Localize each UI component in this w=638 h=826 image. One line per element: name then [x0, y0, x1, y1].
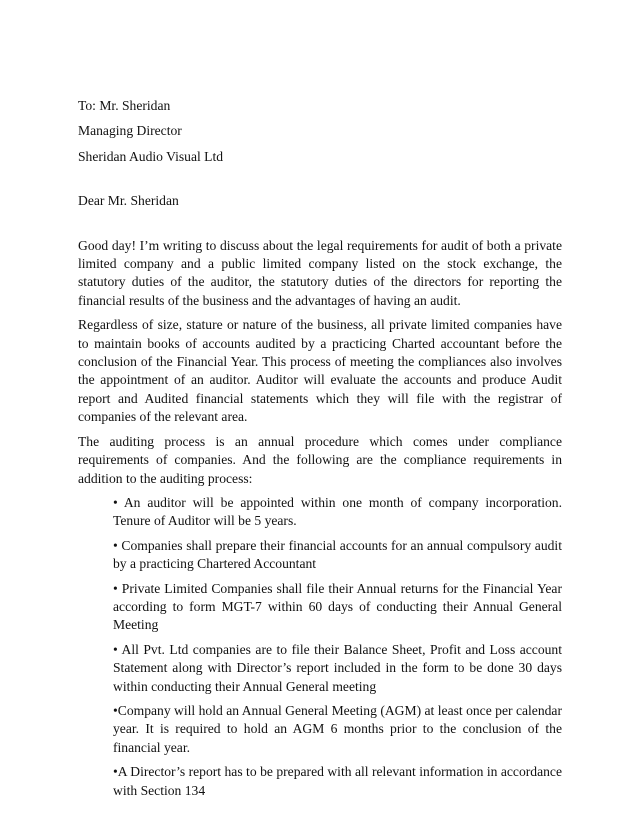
compliance-item: • Private Limited Companies shall file their Annual returns for the Financial Year according to form MGT-7 within 60 days of conducting their Annual General Meeting	[113, 580, 562, 633]
paragraph-auditing-process: The auditing process is an annual procedure which comes under compliance requirements of companies. And the following are the compliance requirements in addition to the auditing process:	[78, 433, 562, 486]
compliance-item: • An auditor will be appointed within one month of company incorporation. Tenure of Auditor will be 5 years.	[113, 494, 562, 529]
recipient-address	[78, 97, 562, 166]
paragraph-intro: Good day! I’m writing to discuss about the legal requirements for audit of both a private limited company and a public limited company listed on the stock exchange, the statutory duties of the auditor, the statutory duties of the directors for reporting the financial results of the business and the advantages of having an audit.	[78, 237, 562, 308]
compliance-item: •A Director’s report has to be prepared with all relevant information in accordance with Section 134	[113, 764, 562, 798]
recipient-company: Sheridan Audio Visual Ltd	[78, 148, 224, 164]
compliance-item: •Company will hold an Annual General Meeting (AGM) at least once per calendar year. It is required to hold an AGM 6 months prior to the conclusion of the financial year.	[113, 702, 562, 755]
compliance-item: • All Pvt. Ltd companies are to file their Balance Sheet, Profit and Loss account Statement along with Director’s report included in the form to be done 30 days within conducting their Annual General meeting	[113, 641, 562, 694]
compliance-item: • Companies shall prepare their financial accounts for an annual compulsory audit by a practicing Chartered Accountant	[113, 537, 562, 572]
compliance-list	[78, 494, 562, 800]
letter-body	[78, 97, 562, 806]
salutation: Dear Mr. Sheridan	[78, 193, 179, 209]
paragraph-private-companies: Regardless of size, stature or nature of the business, all private limited companies have to maintain books of accounts audited by a practicing Charted accountant before the conclusion of the Financial Year. This process of meeting the compliances also involves the appointment of an auditor. Auditor will evaluate the accounts and produce Audit report and Audited financial statements which they will file with the registrar of companies of the relevant area.	[78, 317, 562, 425]
recipient-name: To: Mr. Sheridan	[78, 98, 171, 113]
recipient-title: Managing Director	[78, 123, 182, 139]
